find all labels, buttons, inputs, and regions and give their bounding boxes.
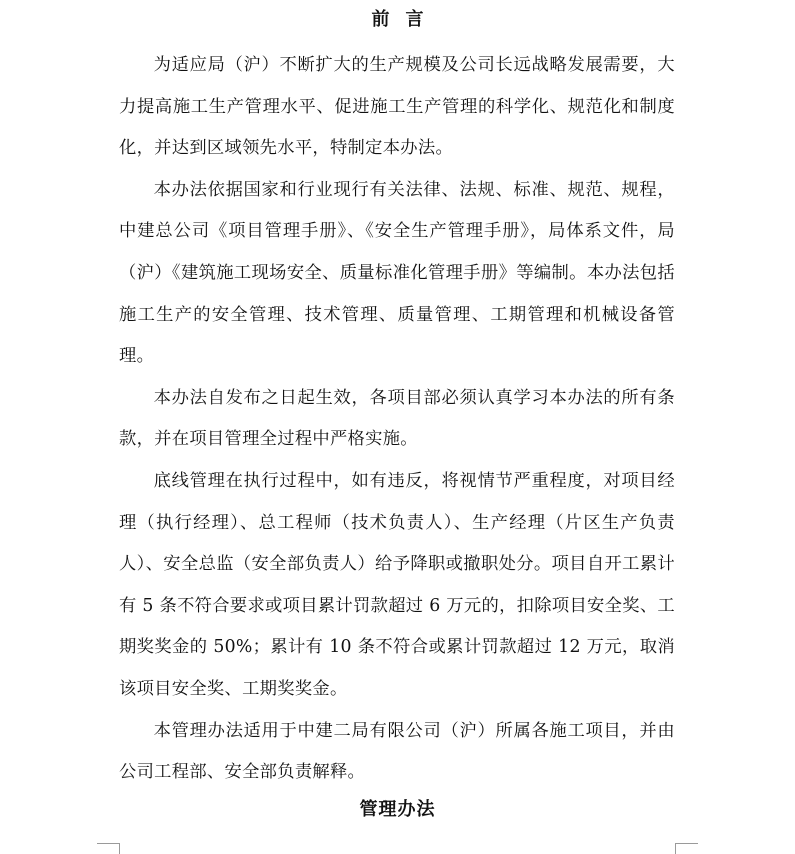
preface-heading: 前言 bbox=[371, 9, 440, 30]
margin-corner-mark-left bbox=[97, 843, 120, 854]
paragraph-purpose: 为适应局（沪）不断扩大的生产规模及公司长远战略发展需要，大力提高施工生产管理水平、促进施工生产管理的科学化、规范化和制度化，并达到区域领先水平，特制定本办法。 bbox=[119, 55, 675, 159]
preface-body bbox=[119, 45, 675, 794]
margin-corner-mark-right bbox=[675, 843, 698, 854]
paragraph-scope: 本管理办法适用于中建二局有限公司（沪）所属各施工项目，并由公司工程部、安全部负责解释。 bbox=[119, 720, 675, 783]
paragraph-basis: 本办法依据国家和行业现行有关法律、法规、标准、规范、规程，中建总公司《项目管理手册》、《安全生产管理手册》，局体系文件，局（沪）《建筑施工现场安全、质量标准化管理手册》等编制。本办法包括施工生产的安全管理、技术管理、质量管理、工期管理和机械设备管理。 bbox=[119, 179, 675, 367]
section-heading: 管理办法 bbox=[359, 799, 436, 820]
paragraph-penalties: 底线管理在执行过程中，如有违反，将视情节严重程度，对项目经理（执行经理）、总工程师（技术负责人）、生产经理（片区生产负责人）、安全总监（安全部负责人）给予降职或撤职处分。项目自开工累计有 5 条不符合要求或项目累计罚款超过 6 万元的，扣除项目安全奖、工期奖奖金的 50%；累计有 10 条不符合或累计罚款超过 12 万元，取消该项目安全奖、工期奖奖金。 bbox=[119, 470, 675, 699]
paragraph-effective: 本办法自发布之日起生效，各项目部必须认真学习本办法的所有条款，并在项目管理全过程中严格实施。 bbox=[119, 387, 675, 450]
